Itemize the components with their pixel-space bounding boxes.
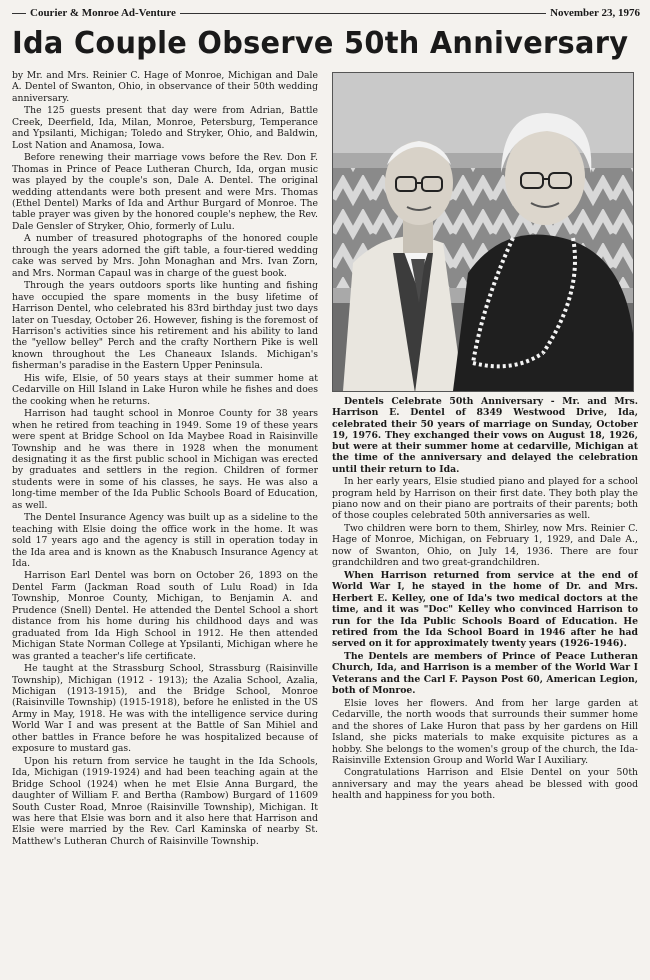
paragraph: Before renewing their marriage vows before the Rev. Don F. Thomas in Prince of Peace Lutheran Church, Ida, organ music was played by the couple's son, Dale A. Dentel. The original wedding attendants were both present and were Mrs. Thomas (Ethel Dentel) Marks of Ida and Arthur Burgard of Monroe. The table prayer was given by the honored couple's nephew, the Rev. Dale Gensler of Stryker, Ohio, formerly of Lulu. <box>12 152 318 232</box>
masthead <box>12 4 640 22</box>
masthead-rule-left <box>12 13 26 14</box>
paragraph: The 125 guests present that day were from Adrian, Battle Creek, Deerfield, Ida, Milan, Monroe, Petersburg, Temperance and Ypsilanti, Michigan; Toledo and Stryker, Ohio, and Baldwin, Lost Nation and Anamosa, Iowa. <box>12 105 318 151</box>
paragraph: The Dentels are members of Prince of Peace Lutheran Church, Ida, and Harrison is a member of the World War I Veterans and the Carl F. Payson Post 60, American Legion, both of Monroe. <box>332 650 638 697</box>
masthead-rule <box>180 13 546 14</box>
paragraph: Two children were born to them, Shirley, now Mrs. Reinier C. Hage of Monroe, Michigan, on February 1, 1929, and Dale A., now of Swanton, Ohio, on July 14, 1936. There are four grandchildren and two great-grandchildren. <box>332 522 638 569</box>
headline: Ida Couple Observe 50th Anniversary <box>12 26 629 61</box>
paragraph: He taught at the Strassburg School, Strassburg (Raisinville Township), Michigan (1912 - 1913); the Azalia School, Azalia, Michigan (1913-1915), and the Bridge School, Monroe (Raisinville Township) (1915-1918), before he enlisted in the US Army in May, 1918. He was with the intelligence service during World War I and was present at the Battle of San Mihiel and other battles in France before he was hospitalized because of exposure to mustard gas. <box>12 663 318 755</box>
paragraph: by Mr. and Mrs. Reinier C. Hage of Monroe, Michigan and Dale A. Dentel of Swanton, Ohio, in observance of their 50th wedding anniversary. <box>12 70 318 104</box>
right-column <box>332 70 638 970</box>
article-body <box>12 70 640 970</box>
paragraph: Elsie loves her flowers. And from her large garden at Cedarville, the north woods that surrounds their summer home and the shores of Lake Huron that pass by her gardens on Hill Island, she picks materials to make exquisite pictures as a hobby. She belongs to the women's group of the church, the Ida-Raisinville Extension Group and World War I Auxiliary. <box>332 697 638 766</box>
paragraph: Harrison Earl Dentel was born on October 26, 1893 on the Dentel Farm (Jackman Road south of Lulu Road) in Ida Township, Monroe County, Michigan, to Benjamin A. and Prudence (Snell) Dentel. He attended the Dentel School a short distance from his home during his childhood days and was graduated from Ida High School in 1912. He then attended Michigan State Norman College at Ypsilanti, Michigan where he was granted a teacher's life certificate. <box>12 570 318 662</box>
left-column <box>12 70 318 970</box>
paragraph: The Dentel Insurance Agency was built up as a sideline to the teaching with Elsie doing the office work in the home. It was sold 17 years ago and the agency is still in operation today in the Ida area and is known as the Knabusch Insurance Agency at Ida. <box>12 512 318 570</box>
paragraph: When Harrison returned from service at the end of World War I, he stayed in the home of Dr. and Mrs. Herbert E. Kelley, one of Ida's two medical doctors at the time, and it was "Doc" Kelley who convinced Harrison to run for the Ida Public Schools Board of Education. He retired from the Ida School Board in 1946 after he had served on it for approximately twenty years (1926-1946). <box>332 569 638 650</box>
photo-caption: Dentels Celebrate 50th Anniversary - Mr. and Mrs. Harrison E. Dentel of 8349 Westwood Drive, Ida, celebrated their 50 years of marriage on Sunday, October 19, 1976. They exchanged their vows on August 18, 1926, but were at their summer home at cedarville, Michigan at the time of the anniversary and delayed the celebration until their return to Ida. <box>332 396 638 475</box>
paragraph: His wife, Elsie, of 50 years stays at their summer home at Cedarville on Hill Island in Lake Huron while he fishes and does the cooking when he returns. <box>12 372 318 407</box>
masthead-paper-name: Courier & Monroe Ad-Venture <box>30 7 176 19</box>
couple-photo <box>332 72 634 392</box>
couple-photo-illustration <box>333 73 633 391</box>
paragraph: A number of treasured photographs of the honored couple through the years adorned the gift table, a four-tiered wedding cake was served by Mrs. John Monaghan and Mrs. Ivan Zorn, and Mrs. Norman Capaul was in charge of the guest book. <box>12 233 318 279</box>
right-column-text <box>332 476 638 802</box>
paragraph: In her early years, Elsie studied piano and played for a school program held by Harrison on their first date. They both play the piano now and on their piano are portraits of their parents; both of those couples celebrated 50th anniversaries as well. <box>332 476 638 522</box>
masthead-date: November 23, 1976 <box>550 7 640 19</box>
paragraph: Upon his return from service he taught in the Ida Schools, Ida, Michigan (1919-1924) and had been teaching again at the Bridge School (1924) when he met Elsie Anna Burgard, the daughter of William F. and Bertha (Rambow) Burgard of 11609 South Custer Road, Mnroe (Raisinville Township), Michigan. It was here that Elsie was born and it also here that Harrison and Elsie were married by the Rev. Carl Kaminska of nearby St. Matthew's Lutheran Church of Raisinville Township. <box>12 755 318 847</box>
paragraph: Through the years outdoors sports like hunting and fishing have occupied the spare moments in the busy lifetime of Harrison Dentel, who celebrated his 83rd birthday just two days later on Tuesday, October 26. However, fishing is the foremost of Harrison's activities since his retirement and his ability to land the "yellow belley" Perch and the crafty Northern Pike is well known throughout the Les Chaneaux Islands. Michigan's fisherman's paradise in the Eastern Upper Peninsula. <box>12 280 318 372</box>
paragraph: Congratulations Harrison and Elsie Dentel on your 50th anniversary and may the years ahead be blessed with good health and happiness for you both. <box>332 767 638 802</box>
paragraph: Harrison had taught school in Monroe County for 38 years when he retired from teaching in 1949. Some 19 of these years were spent at Bridge School on Ida Maybee Road in Raisinville Township and he was there in 1928 when the monument designating it as the first public school in Michigan was erected by graduates and settlers in the region. Children of former students were in some of his classes, he says. He was also a long-time member of the Ida Public Schools Board of Education, as well. <box>12 408 318 511</box>
